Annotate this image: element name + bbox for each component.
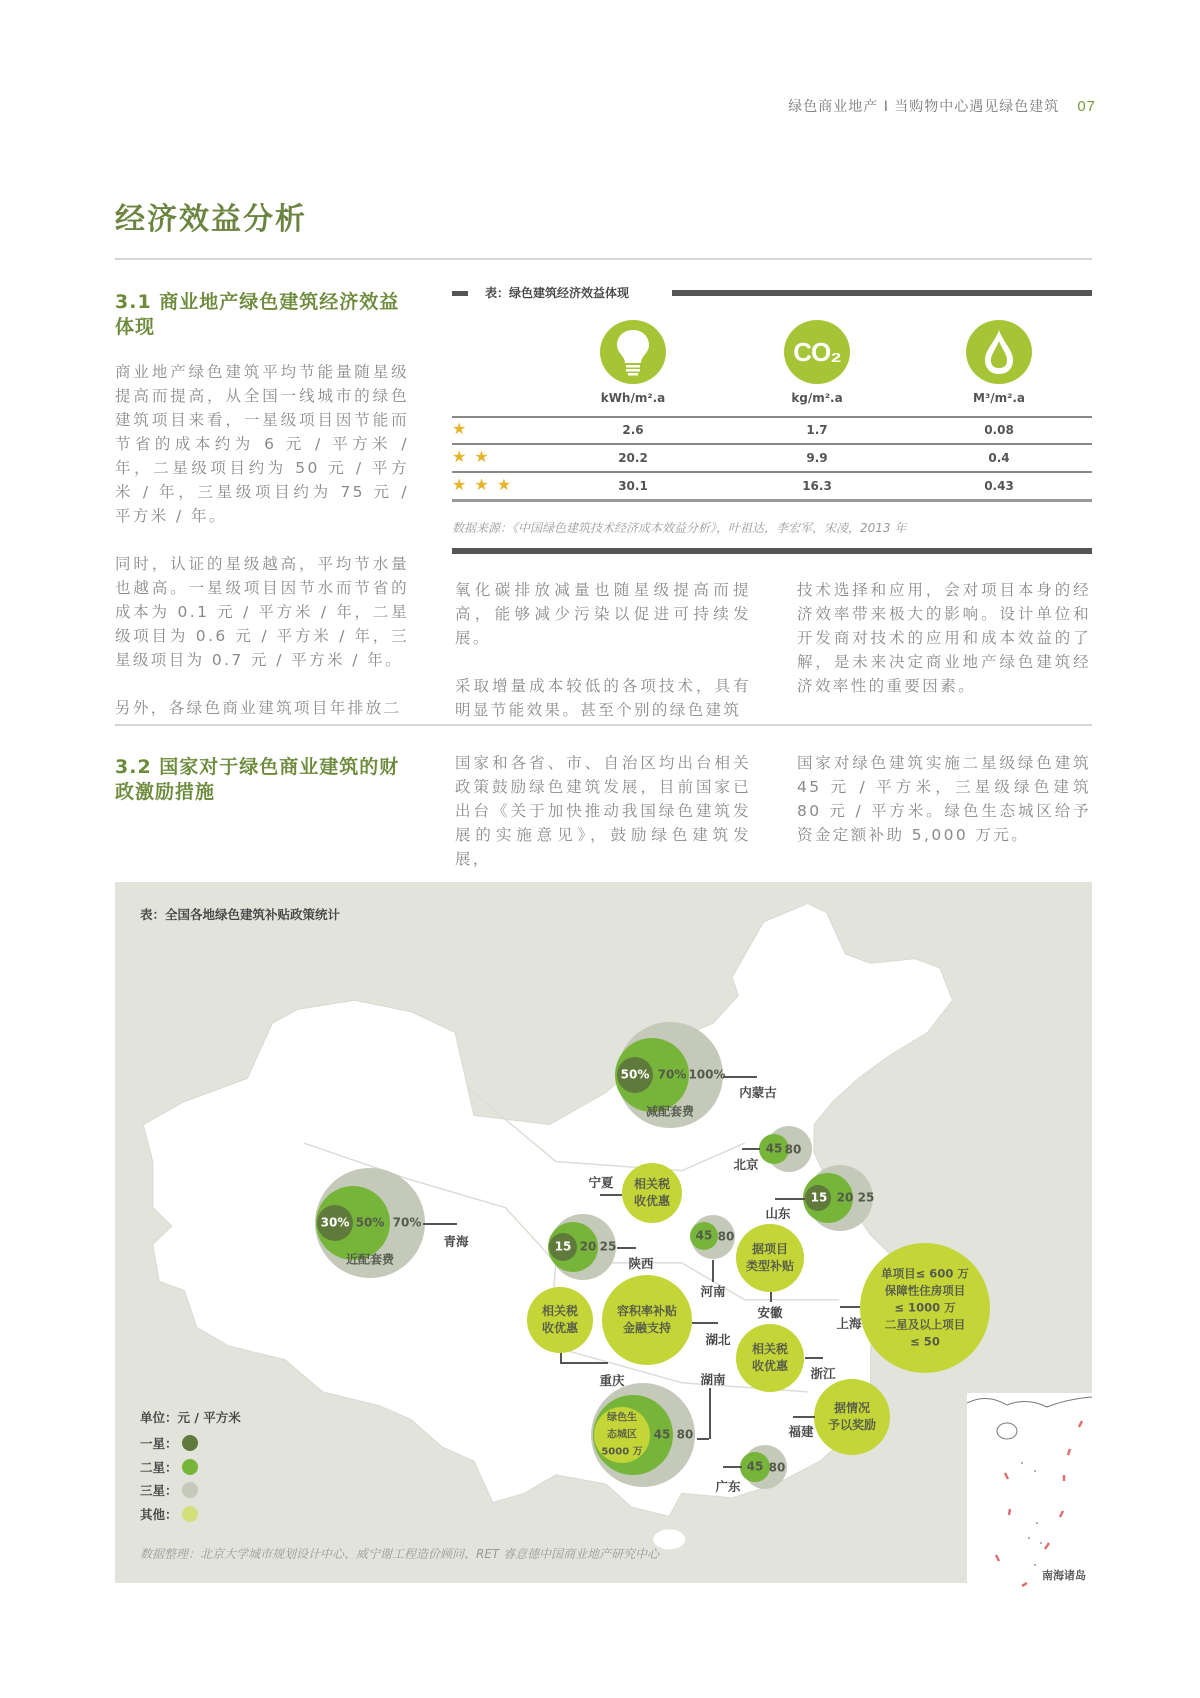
table-cell: 2.6 (622, 423, 644, 437)
section-heading-3-2: 3.2 国家对于绿色商业建筑的财政激励措施 (115, 756, 400, 803)
bubble-value: 减配套费 (645, 1104, 695, 1119)
legend-swatch-icon (182, 1435, 198, 1451)
leader-line (723, 1076, 757, 1078)
legend-swatch-icon (182, 1459, 198, 1475)
table-title: 表：绿色建筑经济效益体现 (485, 286, 630, 300)
bubble-value: 80 (784, 1142, 802, 1157)
region-label: 上海 (836, 1316, 862, 1331)
region-label: 内蒙古 (739, 1085, 777, 1100)
leader-line (697, 1438, 709, 1440)
unit-energy: kWh/m².a (600, 391, 666, 405)
paragraph: 氧化碳排放减量也随星级提高而提高，能够减少污染以促进可持续发展。 (455, 581, 751, 647)
legend-swatch-icon (182, 1482, 198, 1498)
bubble-value: 单项目≤ 600 万 保障性住房项目 ≤ 1000 万 二星及以上项目 ≤ 50 (881, 1266, 969, 1349)
bubble-value: 相关税 收优惠 (541, 1304, 579, 1335)
south-china-sea-inset (967, 1393, 1092, 1597)
region-label: 山东 (765, 1206, 791, 1221)
region-label: 安徽 (757, 1305, 783, 1320)
table-cell: 0.43 (984, 479, 1014, 493)
paragraph: 另外，各绿色商业建筑项目年排放二 (115, 699, 402, 717)
leader-line (617, 1247, 636, 1249)
bubble-value: 15 (810, 1190, 828, 1205)
legend-label: 其他： (140, 1506, 178, 1522)
leader-line (600, 1194, 622, 1196)
bubble-value: 据项目 类型补贴 (745, 1242, 795, 1273)
unit-co2: kg/m².a (791, 391, 843, 405)
bubble-value: 45 (695, 1228, 713, 1243)
bubble-value: 容积率补贴 金融支持 (616, 1304, 678, 1335)
leader-line (709, 1388, 711, 1439)
star-rating-icon: ★★ (452, 447, 497, 466)
bubble-value: 70% (392, 1215, 422, 1230)
region-label: 青海 (443, 1234, 469, 1249)
leader-line (793, 1416, 815, 1418)
bubble-value: 45 (653, 1427, 671, 1442)
bubble-value: 45 (765, 1141, 783, 1156)
bubble-value: 15 (554, 1239, 572, 1254)
region-label: 重庆 (599, 1373, 625, 1388)
bubble-value: 据情况 予以奖励 (827, 1401, 877, 1432)
bubble-value: 相关税 收优惠 (751, 1342, 789, 1373)
bubble-value: 80 (717, 1229, 735, 1244)
table-cell: 16.3 (802, 479, 832, 493)
star-rating-icon: ★ (452, 419, 475, 438)
bubble-value: 相关税 收优惠 (633, 1177, 671, 1208)
page-number: 07 (1077, 98, 1096, 115)
bubble-value: 25 (857, 1190, 875, 1205)
bubble-value: 100% (688, 1067, 726, 1082)
paragraph: 采取增量成本较低的各项技术，具有明显节能效果。甚至个别的绿色建筑 (455, 677, 751, 719)
page-title: 经济效益分析 (115, 202, 307, 237)
bubble-value: 20 (836, 1190, 854, 1205)
leader-line (775, 1198, 805, 1200)
paragraph: 技术选择和应用，会对项目本身的经济效率带来极大的影响。设计单位和开发商对技术的应用和成本效益的了解，是未来决定商业地产绿色建筑经济效率性的重要因素。 (797, 581, 1091, 695)
leader-line (723, 1466, 742, 1468)
paragraph: 国家和各省、市、自治区均出台相关政策鼓励绿色建筑发展，目前国家已出台《关于加快推动我国绿色建筑发展的实施意见》，鼓励绿色建筑发展， (455, 754, 751, 868)
paragraph: 同时，认证的星级越高，平均节水量也越高。一星级项目因节水而节省的成本为 0.1 元 / 平方米 / 年，二星级项目为 0.6 元 / 平方米 / 年，三星级项目为 0.7 元 / 平方米 / 年。 (115, 555, 409, 669)
leader-line (560, 1362, 608, 1364)
leader-line (423, 1223, 457, 1225)
bubble-value: 50% (355, 1215, 385, 1230)
region-label: 北京 (733, 1157, 759, 1172)
bubble-value: 30% (320, 1215, 350, 1230)
table-cell: 1.7 (806, 423, 828, 437)
table-cell: 30.1 (618, 479, 648, 493)
bubble-value: 25 (599, 1239, 617, 1254)
paragraph: 商业地产绿色建筑平均节能量随星级提高而提高，从全国一线城市的绿色建筑项目来看，一星级项目因节能而节省的成本约为 6 元 / 平方米 / 年，二星级项目约为 50 元 / 平方米 / 年，三星级项目约为 75 元 / 平方米 / 年。 (115, 363, 409, 525)
bubble-value: 近配套费 (345, 1252, 395, 1267)
table-cell: 9.9 (806, 451, 828, 465)
bubble-value: 绿色生 态城区 5000 万 (601, 1412, 643, 1458)
bubble-value: 45 (746, 1459, 764, 1474)
table-cell: 0.4 (988, 451, 1010, 465)
paragraph: 国家对绿色建筑实施二星级绿色建筑 45 元 / 平方米，三星级绿色建筑 80 元 / 平方米。绿色生态城区给予资金定额补助 5,000 万元。 (797, 754, 1091, 844)
leader-line (770, 1292, 772, 1302)
region-label: 宁夏 (588, 1175, 614, 1190)
map-source: 数据整理：北京大学城市规划设计中心、威宁谢工程造价顾问、RET 睿意德中国商业地产研究中心 (140, 1547, 660, 1561)
legend-unit: 单位：元 / 平方米 (140, 1410, 241, 1425)
leader-line (692, 1322, 718, 1324)
co2-icon: CO₂ (784, 320, 850, 384)
leader-line (712, 1260, 714, 1282)
region-label: 湖北 (705, 1332, 731, 1347)
unit-water: M³/m².a (973, 391, 1025, 405)
star-rating-icon: ★★★ (452, 475, 520, 494)
legend-label: 三星： (140, 1483, 178, 1498)
table-cell: 0.08 (984, 423, 1014, 437)
inset-label: 南海诸岛 (1042, 1569, 1086, 1582)
region-label: 广东 (715, 1479, 741, 1494)
map-title: 表：全国各地绿色建筑补贴政策统计 (140, 907, 341, 922)
section-heading-3-1: 3.1 商业地产绿色建筑经济效益体现 (115, 291, 400, 338)
bubble-value: 80 (676, 1427, 694, 1442)
table-cell: 20.2 (618, 451, 648, 465)
region-label: 福建 (788, 1424, 814, 1439)
leader-line (805, 1357, 823, 1359)
region-label: 浙江 (810, 1366, 836, 1381)
bubble-value: 80 (768, 1460, 786, 1475)
bubble-value: 50% (620, 1067, 650, 1082)
region-label: 湖南 (700, 1372, 726, 1387)
region-label: 陕西 (628, 1256, 654, 1271)
region-label: 河南 (700, 1284, 726, 1299)
table-source: 数据来源：《中国绿色建筑技术经济成本效益分析》，叶祖达，李宏军，宋凌，2013 年 (452, 521, 907, 535)
bubble-value: 70% (657, 1067, 687, 1082)
leader-line (742, 1148, 760, 1150)
leader-line (560, 1353, 562, 1362)
legend-swatch-icon (182, 1506, 198, 1522)
bubble-value: 20 (579, 1239, 597, 1254)
leader-line (840, 1306, 860, 1308)
running-title: 绿色商业地产 I 当购物中心遇见绿色建筑 (788, 99, 1060, 115)
legend-label: 二星： (140, 1459, 178, 1475)
legend-label: 一星： (140, 1436, 178, 1451)
